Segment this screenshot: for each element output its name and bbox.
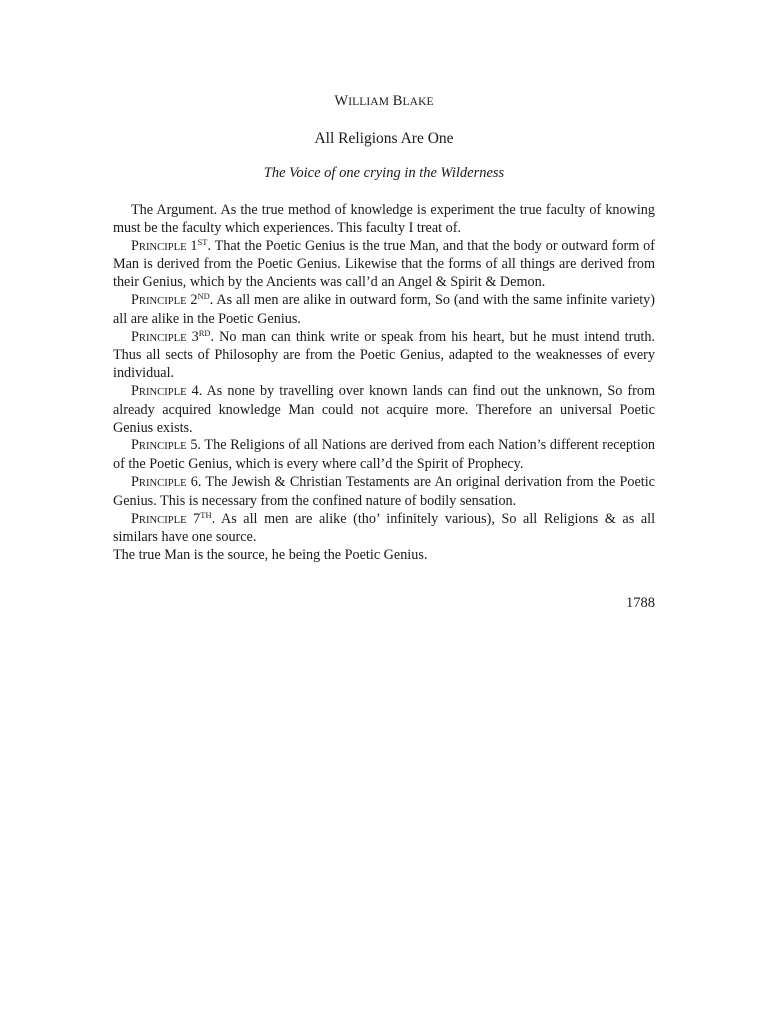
principle-label: RINCIPLE [138,477,187,489]
principle-text: . That the Poetic Genius is the true Man, and that the body or outward form of Man is derived from the Poetic Genius. Likewise that the forms of all things are derived from their Genius, which by the Ancients was call’d an Angel & Spirit & Demon. [113,237,655,291]
principle-paragraph-6 [113,474,655,511]
principle-label: RINCIPLE [138,241,187,253]
author-last-rest: LAKE [402,96,434,108]
document-date: 1788 [626,595,655,611]
principle-label-initial: P [131,473,139,490]
conclusion-paragraph: The true Man is the source, he being the Poetic Genius. [113,547,428,564]
principle-text: . The Jewish & Christian Testaments are An original derivation from the Poetic Genius. This is necessary from the confined nature of bodily sensation. [113,473,655,509]
principle-paragraph-5 [113,437,655,474]
principle-text: . As all men are alike (tho’ infinitely various), So all Religions & as all similars have one source. [113,510,656,546]
document-title: All Religions Are One [314,130,454,147]
principle-label-initial: P [131,382,139,399]
principle-text: . No man can think write or speak from his heart, but he must intend truth. Thus all sects of Philosophy are from the Poetic Genius, adapted to the weaknesses of every individual. [113,328,656,382]
principle-label: RINCIPLE [138,514,187,526]
principle-label-initial: P [131,328,139,345]
principle-ordinal-suffix: RD [198,327,211,338]
argument-paragraph: The Argument. As the true method of knowledge is experiment the true faculty of knowing must be the faculty which experiences. This faculty I treat of. [113,202,655,236]
document-subtitle: The Voice of one crying in the Wilderness [263,165,505,181]
principle-label-initial: P [131,437,139,454]
principle-number: 5 [190,437,198,454]
principle-paragraph-1 [113,238,655,292]
author-name [0,93,768,110]
principle-number: 4 [191,382,199,399]
principle-ordinal-suffix: ST [197,236,208,247]
principle-label-initial: P [131,510,139,527]
principle-ordinal-suffix: ND [197,290,210,301]
principle-label-initial: P [131,237,139,254]
principle-text: . The Religions of all Nations are derived from each Nation’s different reception of the Poetic Genius, which is every where call’d the Spirit of Prophecy. [113,437,656,473]
principle-paragraph-2 [113,292,655,329]
author-first-rest: ILLIAM [348,96,390,108]
principle-label: RINCIPLE [138,441,187,453]
principle-text: . As all men are alike in outward form, So (and with the same infinite variety) all are alike in the Poetic Genius. [113,291,656,327]
principle-label-initial: P [131,291,139,308]
principle-label: RINCIPLE [138,295,187,307]
document-body [113,202,655,565]
principle-paragraph-7 [113,511,655,548]
principle-number: 1 [190,237,198,254]
author-last-initial: B [392,93,403,109]
principle-number: 6 [190,473,198,490]
principle-number: 7 [193,510,201,527]
principle-text: . As none by travelling over known lands can find out the unknown, So from already acquired knowledge Man could not acquire more. Therefore an universal Poetic Genius exists. [113,382,656,436]
principle-number: 2 [190,291,198,308]
principle-label: RINCIPLE [138,332,187,344]
principle-paragraph-4 [113,383,655,437]
author-first-initial: W [334,93,349,109]
principle-ordinal-suffix: TH [200,509,212,520]
principle-label: RINCIPLE [138,386,187,398]
principle-paragraph-3 [113,329,655,383]
principle-number: 3 [191,328,199,345]
